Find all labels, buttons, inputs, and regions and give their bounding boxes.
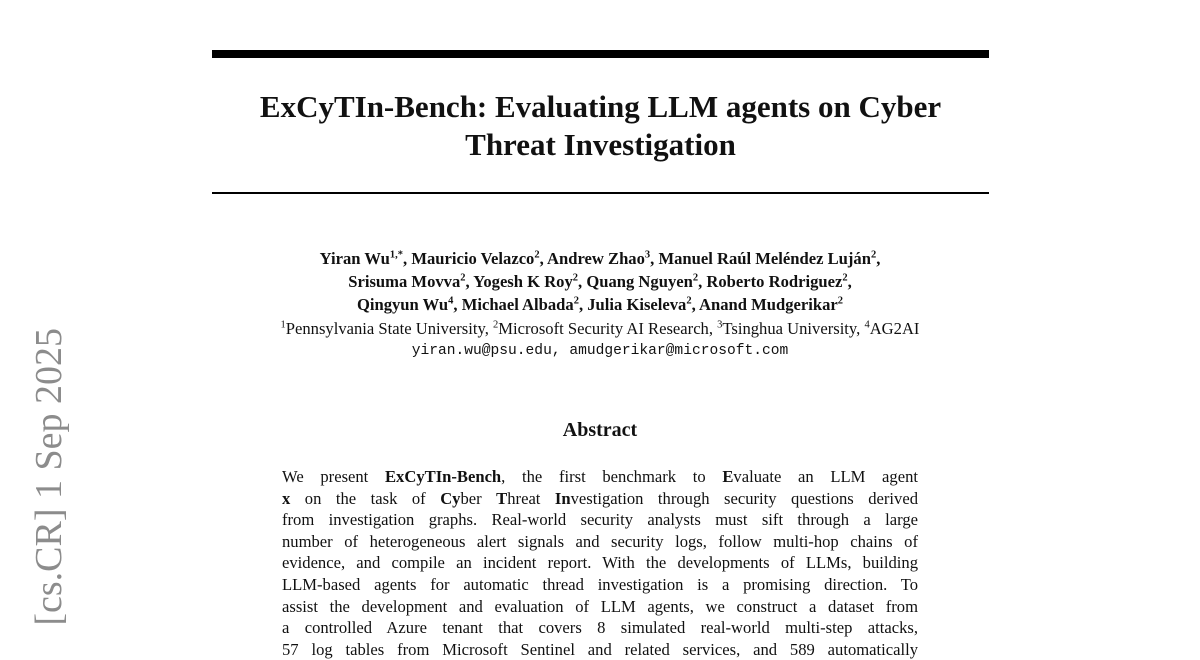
author-affil-mark: 2 xyxy=(686,295,692,307)
author-name: Yiran Wu xyxy=(319,249,390,268)
affiliation-number: 1 xyxy=(280,319,286,331)
affiliation-name: Pennsylvania State University xyxy=(285,319,485,338)
affiliation-separator: , xyxy=(856,319,865,338)
affiliation-number: 4 xyxy=(864,319,870,331)
author-affil-mark: 2 xyxy=(870,249,877,261)
author-separator: , xyxy=(539,249,547,268)
author-affil-mark: 3 xyxy=(644,249,651,261)
abstract-text: 57 log tables from Microsoft Sentinel and related services, and 589 automatically xyxy=(282,639,918,659)
affiliation-name: Tsinghua University xyxy=(722,319,857,338)
abstract-line xyxy=(282,639,918,660)
abstract-line xyxy=(282,617,918,639)
author-name: Roberto Rodriguez xyxy=(706,272,843,291)
author-affil-mark: 2 xyxy=(534,249,540,261)
author-affil-mark: 2 xyxy=(572,272,579,284)
abstract-bold-text: E xyxy=(722,467,734,486)
author-name: Julia Kiseleva xyxy=(587,295,687,314)
author-separator: , xyxy=(578,272,587,291)
affiliation-separator: , xyxy=(708,319,718,338)
title-top-rule xyxy=(212,50,989,58)
abstract-line xyxy=(282,574,918,596)
author-name: Michael Albada xyxy=(461,295,574,314)
abstract-line xyxy=(282,509,918,531)
affiliation-number: 3 xyxy=(717,319,723,331)
title-line-1: ExCyTIn-Bench: Evaluating LLM agents on Cyber xyxy=(259,89,942,124)
author-separator: , xyxy=(698,272,707,291)
abstract-body xyxy=(282,466,918,660)
author-affil-mark: 2 xyxy=(460,272,466,284)
abstract-line xyxy=(282,531,918,553)
abstract-heading: Abstract xyxy=(562,419,638,441)
author-affil-mark: 1,* xyxy=(389,249,404,261)
affiliation-list xyxy=(150,318,1050,340)
abstract-text: evidence, and compile an incident report. With the developments of LLMs, building xyxy=(282,553,918,573)
author-affil-mark: 2 xyxy=(692,272,699,284)
author-list xyxy=(150,247,1050,316)
paper-title xyxy=(212,88,989,164)
author-separator: , xyxy=(691,295,699,314)
author-name: Quang Nguyen xyxy=(586,272,693,291)
abstract-bold-text: Cy xyxy=(440,488,461,508)
author-affil-mark: 4 xyxy=(448,295,454,307)
author-separator: , xyxy=(847,272,852,291)
abstract-line xyxy=(282,466,918,488)
abstract-text: on the task of xyxy=(290,488,441,508)
affiliation-number: 2 xyxy=(493,319,499,331)
abstract-bold-text: T xyxy=(496,488,508,508)
author-name: Srisuma Movva xyxy=(348,272,461,291)
abstract-line xyxy=(282,552,918,574)
abstract-text: number of heterogeneous alert signals and security logs, follow multi-hop chains of xyxy=(282,531,918,551)
author-name: Yogesh K Roy xyxy=(473,272,573,291)
author-separator: , xyxy=(453,295,462,314)
affiliation-name: Microsoft Security AI Research xyxy=(498,319,709,338)
author-separator: , xyxy=(876,249,881,268)
author-emails: yiran.wu@psu.edu, amudgerikar@microsoft.com xyxy=(411,343,789,359)
author-name: Anand Mudgerikar xyxy=(699,295,838,314)
author-name: Andrew Zhao xyxy=(547,249,645,268)
abstract-text: ber xyxy=(460,488,497,508)
abstract-text: a controlled Azure tenant that covers 8 simulated real-world multi-step attacks, xyxy=(282,618,918,638)
title-bottom-rule xyxy=(212,192,989,194)
author-separator: , xyxy=(650,249,659,268)
affiliation-name: AG2AI xyxy=(869,319,920,338)
author-name: Mauricio Velazco xyxy=(411,249,535,268)
abstract-bold-text: x xyxy=(282,488,291,508)
author-affil-mark: 2 xyxy=(573,295,579,307)
abstract-text: from investigation graphs. Real-world security analysts must sift through a large xyxy=(282,510,918,530)
abstract-text: assist the development and evaluation of LLM agents, we construct a dataset from xyxy=(282,596,918,616)
abstract-line xyxy=(282,488,918,510)
author-name: Manuel Raúl Meléndez Luján xyxy=(658,249,871,268)
abstract-text: LLM-based agents for automatic thread investigation is a promising direction. To xyxy=(282,574,918,594)
abstract-bold-text: In xyxy=(554,488,571,508)
author-name: Qingyun Wu xyxy=(356,295,449,314)
author-separator: , xyxy=(403,249,412,268)
title-line-2: Threat Investigation xyxy=(465,127,736,162)
abstract-text: hreat xyxy=(507,488,555,508)
abstract-line xyxy=(282,596,918,618)
author-separator: , xyxy=(578,295,588,314)
abstract-text: , the first benchmark to xyxy=(501,467,723,486)
author-affil-mark: 2 xyxy=(842,272,848,284)
author-separator: , xyxy=(465,272,474,291)
abstract-text: valuate an LLM agent xyxy=(733,467,918,486)
arxiv-sidebar-stamp: [cs.CR] 1 Sep 2025 xyxy=(28,328,70,626)
abstract-text: We present xyxy=(282,467,385,486)
author-affil-mark: 2 xyxy=(837,295,844,307)
abstract-bold-text: ExCyTIn-Bench xyxy=(384,467,502,486)
affiliation-separator: , xyxy=(484,319,494,338)
abstract-text: vestigation through security questions derived xyxy=(570,488,918,508)
